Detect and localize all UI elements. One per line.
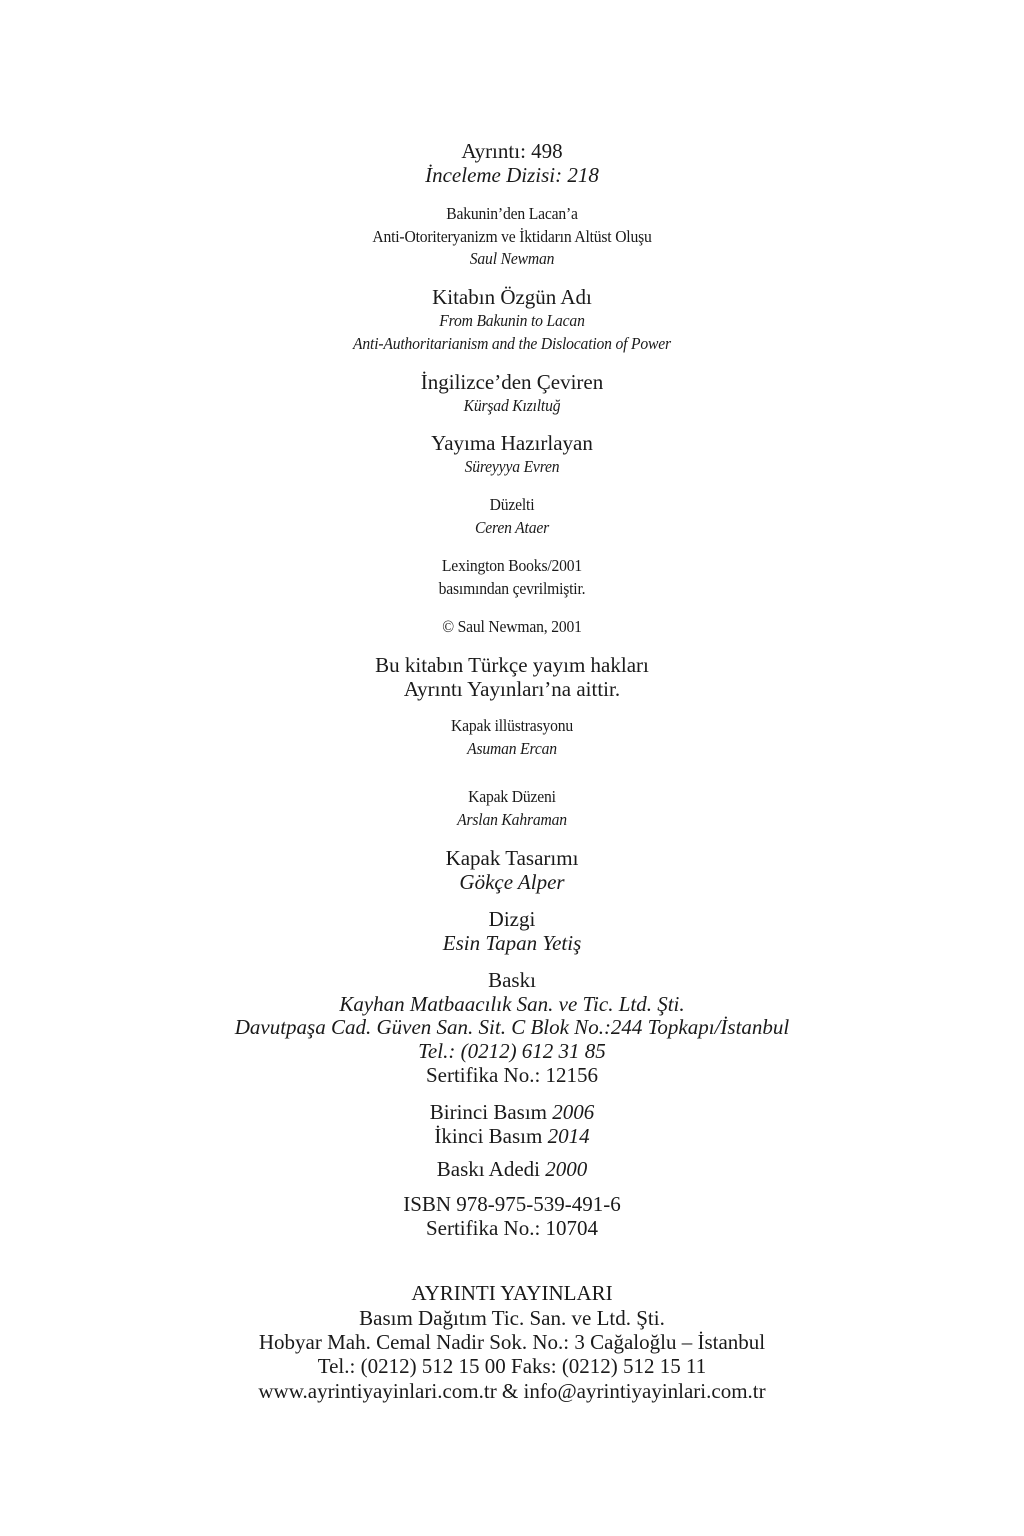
printing-label: Baskı bbox=[488, 968, 536, 992]
typesetting: Esin Tapan Yetiş bbox=[442, 931, 582, 955]
publisher-address: Hobyar Mah. Cemal Nadir Sok. No.: 3 Cağaloğlu – İstanbul bbox=[258, 1330, 766, 1354]
first-edition bbox=[0, 1102, 1024, 1123]
publisher-certificate: Sertifika No.: 10704 bbox=[425, 1216, 599, 1240]
book-subtitle: Anti-Otoriteryanizm ve İktidarın Altüst Oluşu bbox=[372, 227, 652, 246]
editor-label: Yayıma Hazırlayan bbox=[431, 431, 593, 455]
author: Saul Newman bbox=[469, 249, 555, 268]
publisher-company: Basım Dağıtım Tic. San. ve Ltd. Şti. bbox=[359, 1306, 665, 1330]
original-title-label: Kitabın Özgün Adı bbox=[432, 285, 592, 309]
second-edition-label: İkinci Basım bbox=[434, 1124, 543, 1148]
editor: Süreyyya Evren bbox=[464, 457, 560, 476]
cover-layout: Arslan Kahraman bbox=[457, 810, 567, 829]
second-edition-year: 2014 bbox=[547, 1124, 590, 1148]
print-run-label: Baskı Adedi bbox=[436, 1157, 540, 1181]
translator-label: İngilizce’den Çeviren bbox=[420, 370, 604, 394]
translator: Kürşad Kızıltuğ bbox=[463, 396, 561, 415]
first-edition-year: 2006 bbox=[552, 1100, 595, 1124]
print-run bbox=[0, 1159, 1024, 1180]
printer-address: Davutpaşa Cad. Güven San. Sit. C Blok No.:244 Topkapı/İstanbul bbox=[234, 1015, 790, 1039]
rights-line-1: Bu kitabın Türkçe yayım hakları bbox=[375, 653, 649, 677]
publisher-web: www.ayrintiyayinlari.com.tr & info@ayrintiyayinlari.com.tr bbox=[258, 1379, 766, 1403]
typesetting-label: Dizgi bbox=[488, 907, 536, 931]
cover-design-label: Kapak Tasarımı bbox=[445, 846, 579, 870]
book-title: Bakunin’den Lacan’a bbox=[446, 204, 578, 223]
copyright: © Saul Newman, 2001 bbox=[442, 617, 582, 636]
series-number: Ayrıntı: 498 bbox=[461, 139, 563, 163]
proofreader-label: Düzelti bbox=[489, 495, 535, 514]
printer-name: Kayhan Matbaacılık San. ve Tic. Ltd. Şti. bbox=[339, 992, 685, 1016]
cover-illustration-label: Kapak illüstrasyonu bbox=[450, 716, 574, 735]
print-run-value: 2000 bbox=[545, 1157, 588, 1181]
publisher-phone: Tel.: (0212) 512 15 00 Faks: (0212) 512 15 11 bbox=[317, 1354, 707, 1378]
printer-certificate: Sertifika No.: 12156 bbox=[425, 1063, 599, 1087]
source-edition-line-2: basımından çevrilmiştir. bbox=[438, 579, 586, 598]
series-name: İnceleme Dizisi: 218 bbox=[425, 163, 599, 187]
original-subtitle: Anti-Authoritarianism and the Dislocation of Power bbox=[353, 334, 671, 353]
original-title: From Bakunin to Lacan bbox=[439, 311, 585, 330]
cover-illustration: Asuman Ercan bbox=[467, 739, 557, 758]
printer-phone: Tel.: (0212) 612 31 85 bbox=[418, 1039, 606, 1063]
source-edition-line-1: Lexington Books/2001 bbox=[441, 556, 583, 575]
isbn: ISBN 978-975-539-491-6 bbox=[403, 1192, 621, 1216]
first-edition-label: Birinci Basım bbox=[429, 1100, 547, 1124]
proofreader: Ceren Ataer bbox=[474, 518, 550, 537]
second-edition bbox=[0, 1126, 1024, 1147]
cover-layout-label: Kapak Düzeni bbox=[468, 787, 556, 806]
cover-design: Gökçe Alper bbox=[459, 870, 565, 894]
publisher-name: AYRINTI YAYINLARI bbox=[411, 1281, 613, 1305]
rights-line-2: Ayrıntı Yayınları’na aittir. bbox=[403, 677, 621, 701]
